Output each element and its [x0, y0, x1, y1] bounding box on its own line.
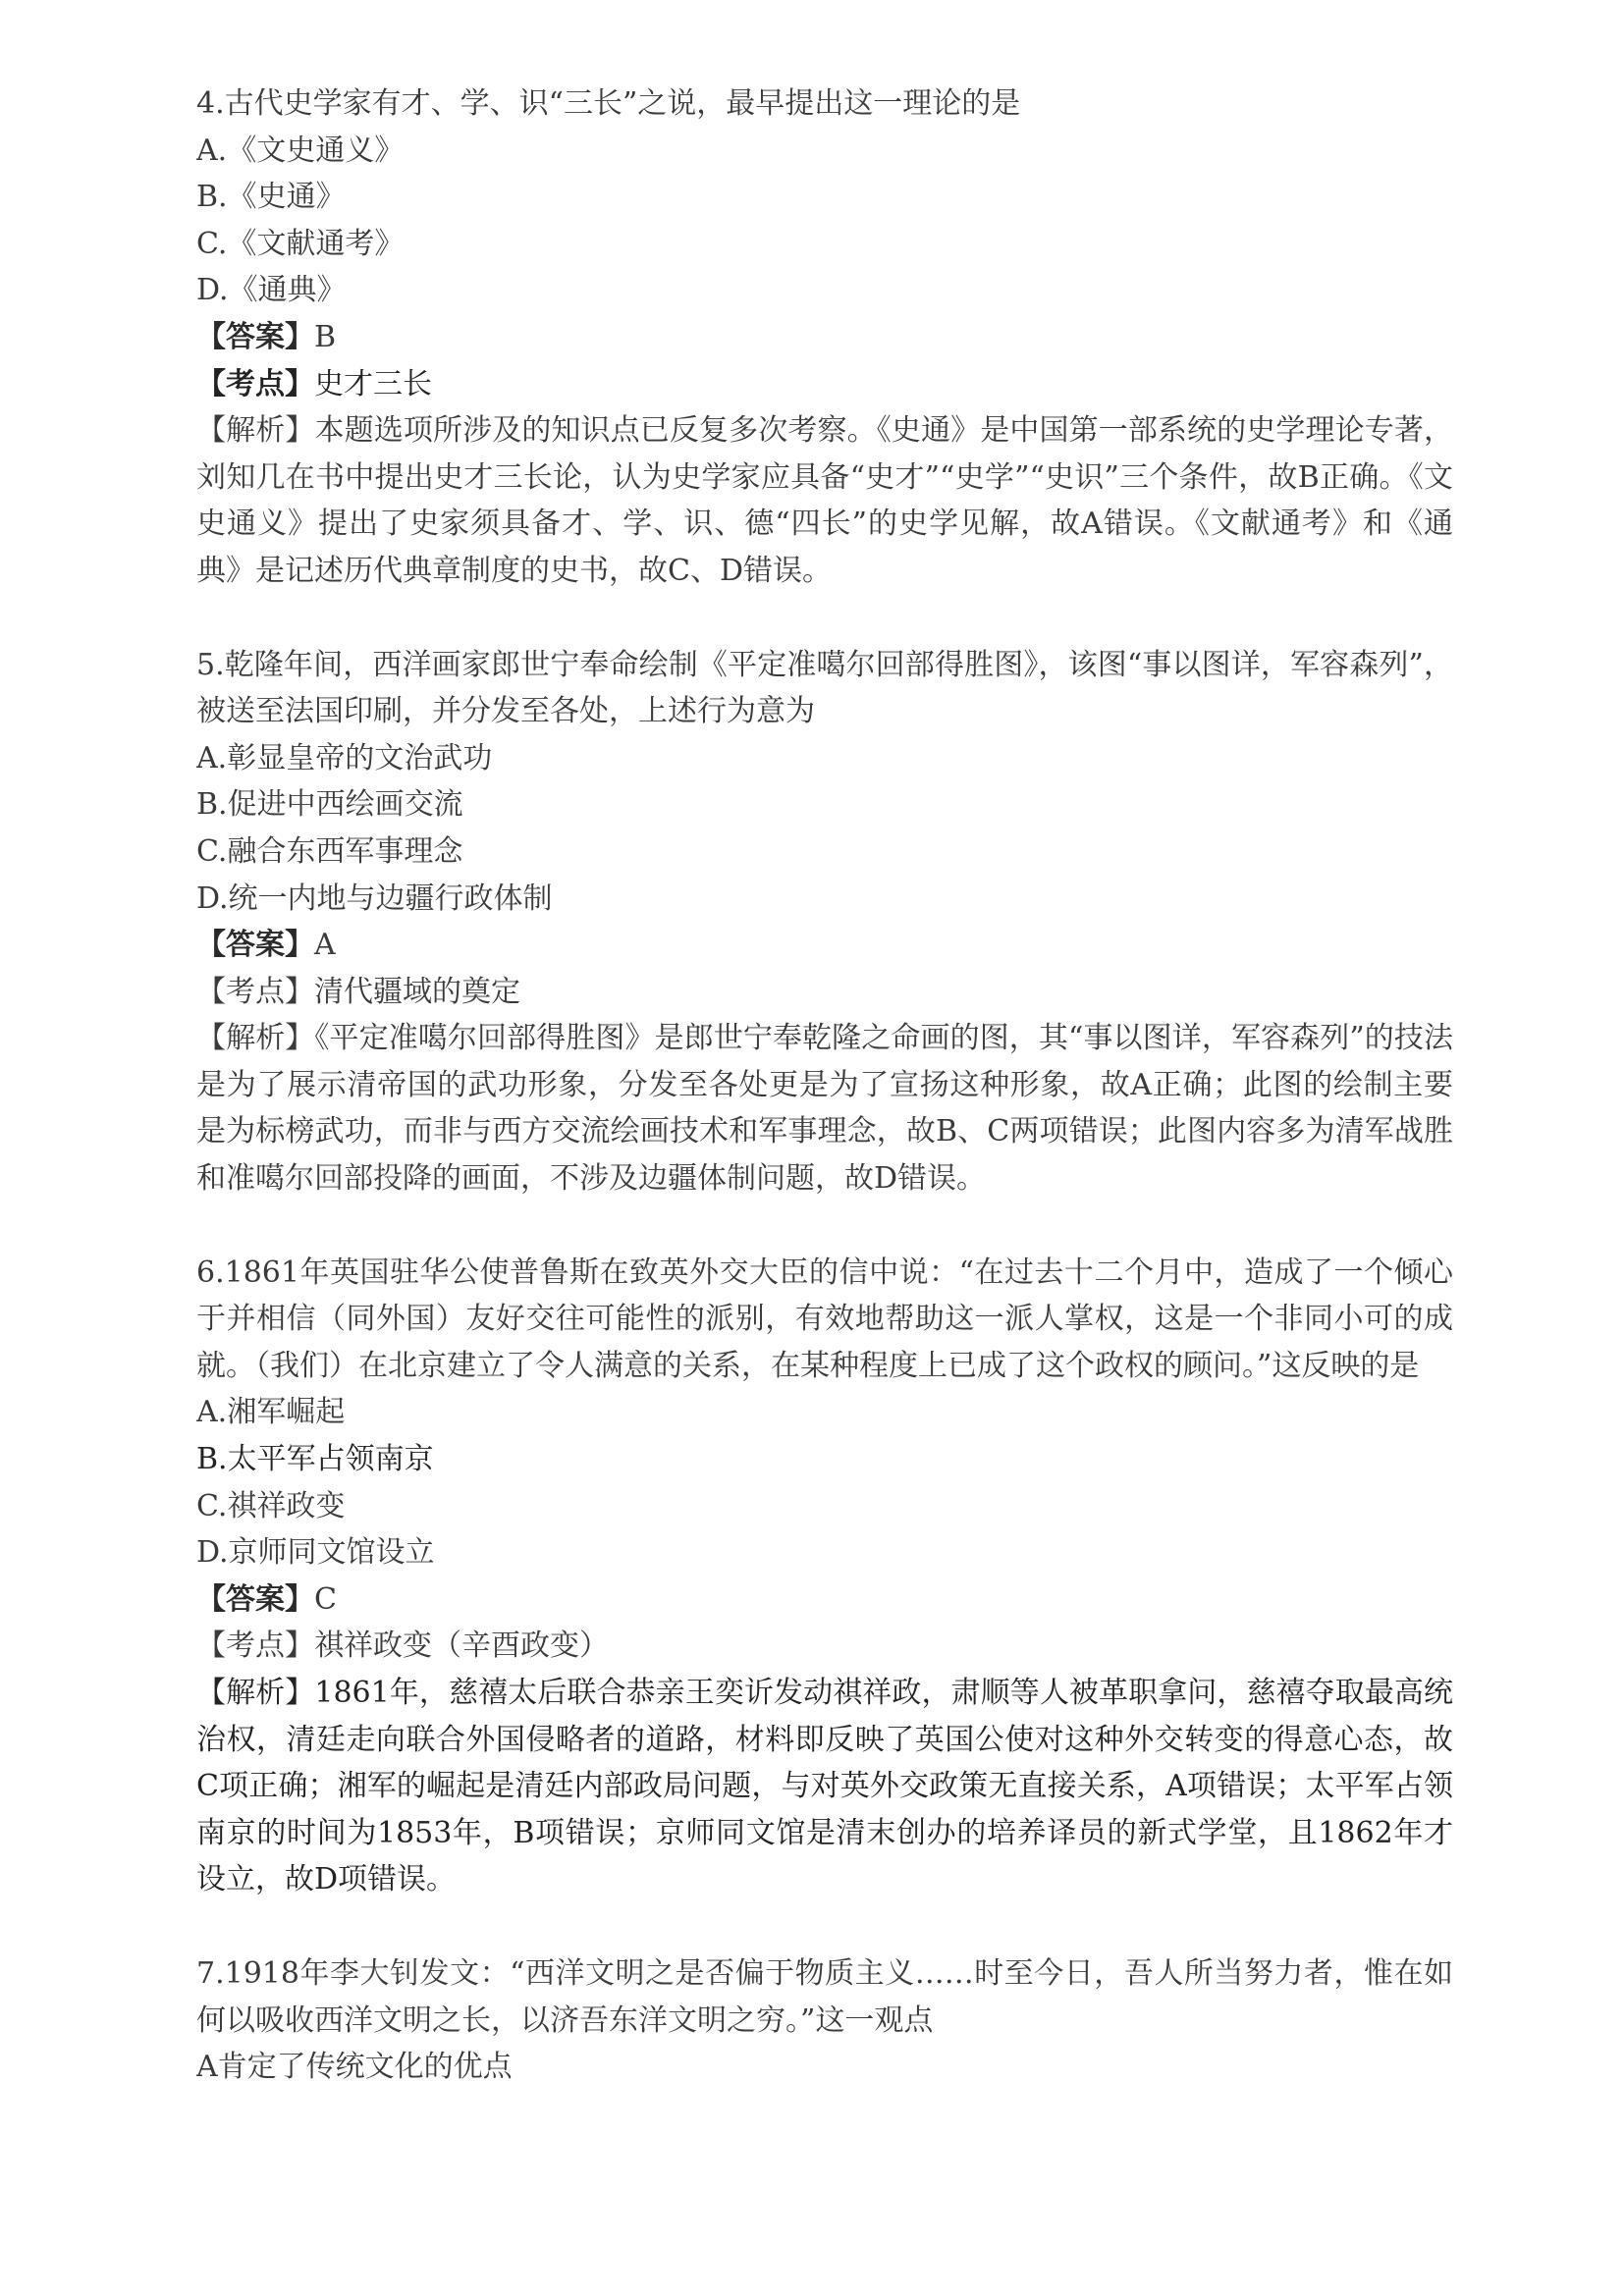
- option-c: C.融合东西军事理念: [196, 833, 463, 869]
- option-d: D.统一内地与边疆行政体制: [196, 881, 553, 916]
- answer-tag: 【答案】: [196, 319, 314, 354]
- option-a: A.湘军崛起: [196, 1395, 346, 1430]
- option-b: B.促进中西绘画交流: [196, 787, 463, 823]
- option-a: A.《文史通义》: [196, 133, 405, 168]
- analysis-text: 《平定准噶尔回部得胜图》是郎世宁奉乾隆之命画的图，其“事以图详，军容森列”的技法是为了展示清帝国的武功形象，分发至各处更是为了宣扬这种形象，故A正确；此图的绘制主要是为标榜武功，而非与西方交流绘画技术和军事理念，故B、C两项错误；此图内容多为清军战胜和准噶尔回部投降的画面，不涉及边疆体制问题，故D错误。: [196, 1021, 1453, 1197]
- analysis-tag: 【解析】: [196, 1676, 315, 1710]
- answer-line: [196, 922, 1453, 969]
- point-value: 史才三长: [314, 366, 432, 401]
- answer-value: A: [314, 928, 336, 963]
- option-b: B.《史通》: [196, 180, 346, 215]
- option-b: B.太平军占领南京: [196, 1442, 434, 1477]
- option-c: C.祺祥政变: [196, 1488, 346, 1523]
- option-a: A.彰显皇帝的文治武功: [196, 740, 493, 775]
- answer-tag: 【答案】: [196, 1581, 314, 1617]
- point-tag: 【考点】: [196, 366, 314, 401]
- question-stem: 7.1918年李大钊发文：“西洋文明之是否偏于物质主义……时至今日，吾人所当努力者，惟在如何以吸收西洋文明之长，以济吾东洋文明之穷。”这一观点: [196, 1955, 1453, 2038]
- question-stem: 4.古代史学家有才、学、识“三长”之说，最早提出这一理论的是: [196, 86, 1021, 121]
- analysis-block: [196, 1670, 1453, 1903]
- answer-value: C: [314, 1581, 337, 1617]
- point-tag: 【考点】: [196, 974, 314, 1009]
- analysis-text: 本题选项所涉及的知识点已反复多次考察。《史通》是中国第一部系统的史学理论专著，刘知几在书中提出史才三长论，认为史学家应具备“史才”“史学”“史识”三个条件，故B正确。《文史通义》提出了史家须具备才、学、识、德“四长”的史学见解，故A错误。《文献通考》和《通典》是记述历代典章制度的史书，故C、D错误。: [196, 413, 1454, 588]
- analysis-tag: 【解析】: [196, 1021, 315, 1056]
- option-d: D.《通典》: [196, 273, 347, 308]
- option-a: A肯定了传统文化的优点: [196, 2050, 513, 2085]
- question-7: [196, 1950, 1453, 2091]
- option-c: C.《文献通考》: [196, 226, 405, 261]
- question-6: [196, 1250, 1453, 1903]
- point-line: [196, 361, 1453, 408]
- question-4: [196, 80, 1453, 595]
- question-stem: 5.乾隆年间，西洋画家郎世宁奉命绘制《平定准噶尔回部得胜图》，该图“事以图详，军容森列”，被送至法国印刷，并分发至各处，上述行为意为: [196, 647, 1453, 729]
- answer-value: B: [314, 319, 337, 354]
- analysis-text: 1861年，慈禧太后联合恭亲王奕䜣发动祺祥政，肃顺等人被革职拿问，慈禧夺取最高统治权，清廷走向联合外国侵略者的道路，材料即反映了英国公使对这种外交转变的得意心态，故C项正确；湘军的崛起是清廷内部政局问题，与对英外交政策无直接关系，A项错误；太平军占领南京的时间为1853年，B项错误；京师同文馆是清末创办的培养译员的新式学堂，且1862年才设立，故D项错误。: [196, 1676, 1453, 1897]
- question-5: [196, 642, 1453, 1202]
- point-line: [196, 1623, 1453, 1670]
- question-stem: 6.1861年英国驻华公使普鲁斯在致英外交大臣的信中说：“在过去十二个月中，造成了一个倾心于并相信（同外国）友好交往可能性的派别，有效地帮助这一派人掌权，这是一个非同小可的成就。（我们）在北京建立了令人满意的关系，在某种程度上已成了这个政权的顾问。”这反映的是: [196, 1255, 1453, 1383]
- option-d: D.京师同文馆设立: [196, 1535, 435, 1571]
- analysis-block: [196, 1015, 1453, 1201]
- answer-line: [196, 314, 1453, 361]
- point-tag: 【考点】: [196, 1629, 314, 1664]
- document-page: [196, 80, 1453, 2091]
- point-line: [196, 969, 1453, 1016]
- answer-line: [196, 1576, 1453, 1624]
- answer-tag: 【答案】: [196, 928, 314, 963]
- analysis-tag: 【解析】: [196, 413, 315, 449]
- analysis-block: [196, 407, 1453, 594]
- point-value: 祺祥政变（辛酉政变）: [314, 1629, 609, 1664]
- point-value: 清代疆域的奠定: [314, 974, 520, 1009]
